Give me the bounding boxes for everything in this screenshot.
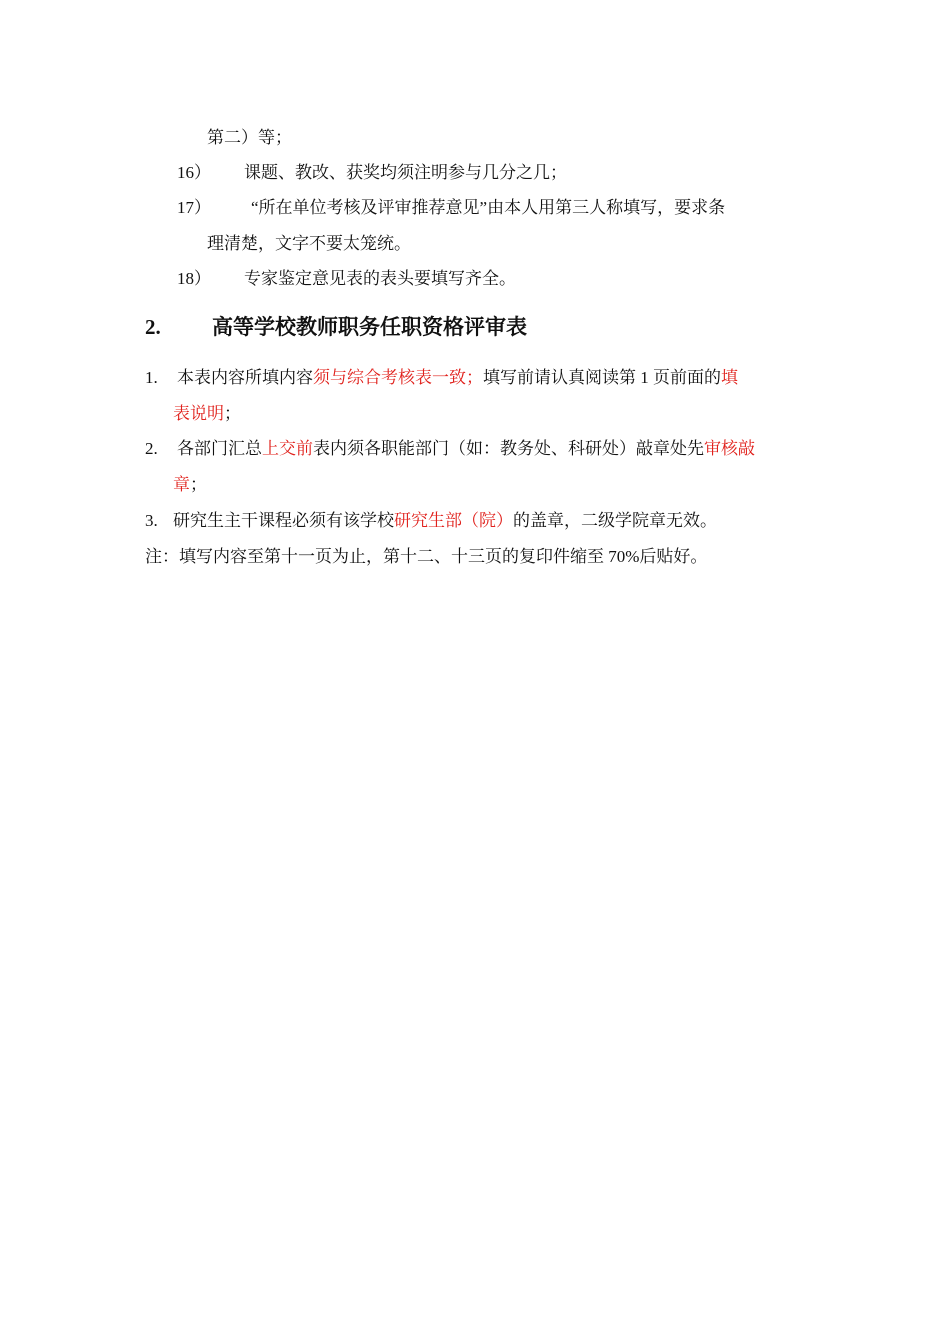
item-text: 专家鉴定意见表的表头要填写齐全。 (244, 269, 516, 288)
rule-highlight: 研究生部（院） (394, 511, 513, 530)
rule-number: 1. (145, 368, 158, 387)
rule-highlight: 审核敲 (704, 439, 755, 458)
item-text: 课题、教改、获奖均须注明参与几分之几； (244, 163, 567, 182)
rule-highlight: 须与综合考核表一致； (313, 368, 483, 387)
list-item-16 (177, 162, 567, 184)
rule-number: 2. (145, 439, 158, 458)
list-item-17-continued: 理清楚，文字不要太笼统。 (207, 234, 411, 253)
rule-highlight: 章 (173, 475, 190, 494)
section-heading (145, 314, 527, 340)
rule-text: 研究生主干课程必须有该学校 (173, 511, 394, 530)
item-text: “所在单位考核及评审推荐意见”由本人用第三人称填写，要求条 (251, 198, 726, 217)
rule-text: 各部门汇总 (177, 439, 262, 458)
rule-2-continued (173, 474, 207, 496)
rule-text: 填写前请认真阅读第 1 页前面的 (483, 368, 721, 387)
rule-number: 3. (145, 511, 158, 530)
rule-text: ； (224, 404, 241, 423)
section-title: 高等学校教师职务任职资格评审表 (212, 315, 527, 339)
rule-highlight: 表说明 (173, 404, 224, 423)
rule-text: 本表内容所填内容 (177, 368, 313, 387)
rule-highlight: 填 (721, 368, 738, 387)
continued-line: 第二）等； (207, 128, 292, 147)
rule-text: 表内须各职能部门（如：教务处、科研处）敲章处先 (313, 439, 704, 458)
rule-3 (145, 510, 717, 532)
rule-highlight: 上交前 (262, 439, 313, 458)
section-number: 2. (145, 315, 161, 339)
list-item-18 (177, 268, 516, 290)
list-item-17 (177, 197, 725, 219)
rule-text: ； (190, 475, 207, 494)
rule-1-continued (173, 403, 241, 425)
note: 注：填写内容至第十一页为止，第十二、十三页的复印件缩至 70%后贴好。 (145, 547, 708, 566)
item-number: 17） (177, 198, 211, 217)
rule-1 (145, 367, 738, 389)
rule-text: 的盖章，二级学院章无效。 (513, 511, 717, 530)
item-number: 16） (177, 163, 211, 182)
rule-2 (145, 438, 755, 460)
item-number: 18） (177, 269, 211, 288)
